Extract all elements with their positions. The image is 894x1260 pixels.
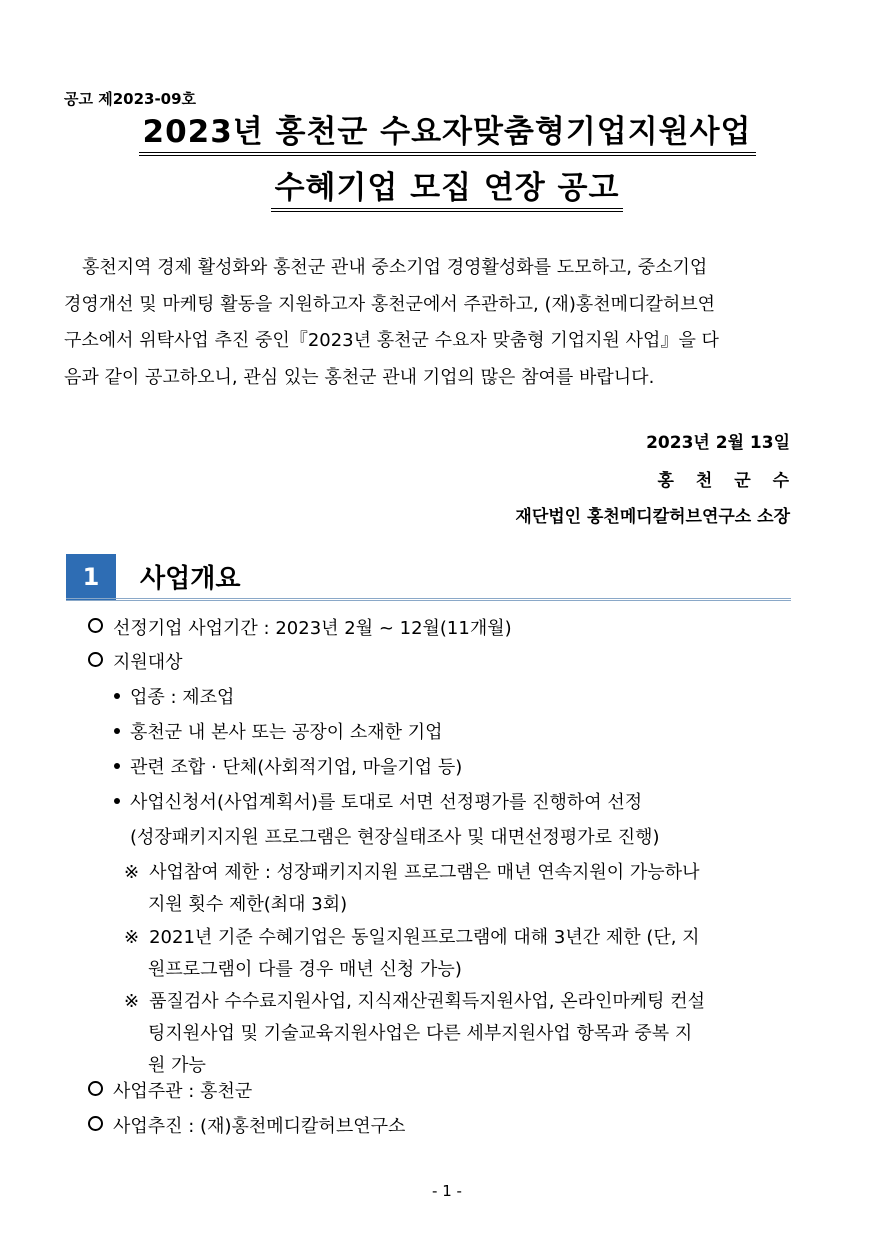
location-text: 홍천군 내 본사 또는 공장이 소재한 기업 [130,722,443,743]
issuing-institute: 재단법인 홍천메디칼허브연구소 소장 [515,507,790,527]
list-item-executor [88,1112,405,1138]
intro-line-2: 경영개선 및 마케팅 활동을 지원하고자 홍천군에서 주관하고, (재)홍천메디칼허브연 [64,293,716,315]
organization-text: 관련 조합 · 단체(사회적기업, 마을기업 등) [130,757,463,778]
note-2-line-2: 원프로그램이 다를 경우 매년 신청 가능) [148,959,462,980]
title-line-2-text: 수혜기업 모집 연장 공고 [271,170,624,212]
reference-mark-icon: ※ [124,927,140,948]
note-3-line-3: 원 가능 [148,1055,206,1076]
announcement-date: 2023년 2월 13일 [646,433,790,453]
note-3-text: 품질검사 수수료지원사업, 지식재산권획득지원사업, 온라인마케팅 컨설 [149,991,706,1012]
sub-item-selection [114,788,642,814]
dot-bullet-icon [114,763,120,769]
selection-note: (성장패키지지원 프로그램은 현장실태조사 및 대면선정평가로 진행) [130,827,660,848]
note-2-text: 2021년 기준 수혜기업은 동일지원프로그램에 대해 3년간 제한 (단, 지 [149,927,700,948]
note-1-line-1 [124,858,699,884]
notice-number: 공고 제2023-09호 [64,90,197,108]
dot-bullet-icon [114,693,120,699]
circle-bullet-icon [88,1116,103,1131]
sub-item-organization [114,753,462,779]
target-title-text: 지원대상 [113,652,183,673]
intro-paragraph [64,250,792,396]
circle-bullet-icon [88,1081,103,1096]
note-3-line-1 [124,987,705,1013]
list-item-target [88,648,183,674]
sub-item-industry [114,683,234,709]
note-1-text: 사업참여 제한 : 성장패키지지원 프로그램은 매년 연속지원이 가능하나 [149,862,700,883]
period-text: 선정기업 사업기간 : 2023년 2월 ~ 12월(11개월) [113,618,512,639]
note-3-line-2: 팅지원사업 및 기술교육지원사업은 다른 세부지원사업 항목과 중복 지 [148,1023,693,1044]
note-1-line-2: 지원 횟수 제한(최대 3회) [148,894,348,915]
intro-line-1: 홍천지역 경제 활성화와 홍천군 관내 중소기업 경영활성화를 도모하고, 중소기업 [82,257,708,278]
executor-text: 사업추진 : (재)홍천메디칼허브연구소 [113,1116,406,1137]
reference-mark-icon: ※ [124,862,140,883]
sub-item-location [114,718,443,744]
section-divider [66,598,791,601]
title-line-2 [0,170,894,212]
issuing-official: 홍 천 군 수 [657,471,797,491]
selection-text: 사업신청서(사업계획서)를 토대로 서면 선정평가를 진행하여 선정 [130,792,643,813]
intro-line-3: 구소에서 위탁사업 추진 중인『2023년 홍천군 수요자 맞춤형 기업지원 사업』을 다 [64,330,719,351]
circle-bullet-icon [88,618,103,633]
host-text: 사업주관 : 홍천군 [113,1081,253,1102]
dot-bullet-icon [114,798,120,804]
title-line-1 [0,114,894,156]
intro-line-4: 음과 같이 공고하오니, 관심 있는 홍천군 관내 기업의 많은 참여를 바랍니다. [64,366,655,388]
page-number: - 1 - [432,1182,462,1200]
circle-bullet-icon [88,652,103,667]
list-item-host [88,1077,252,1103]
section-title: 사업개요 [140,564,241,594]
note-2-line-1 [124,923,700,949]
reference-mark-icon: ※ [124,991,140,1012]
section-number-badge: 1 [66,554,116,600]
dot-bullet-icon [114,728,120,734]
list-item-period [88,614,512,640]
industry-text: 업종 : 제조업 [130,687,235,708]
title-line-1-text: 2023년 홍천군 수요자맞춤형기업지원사업 [139,114,756,156]
